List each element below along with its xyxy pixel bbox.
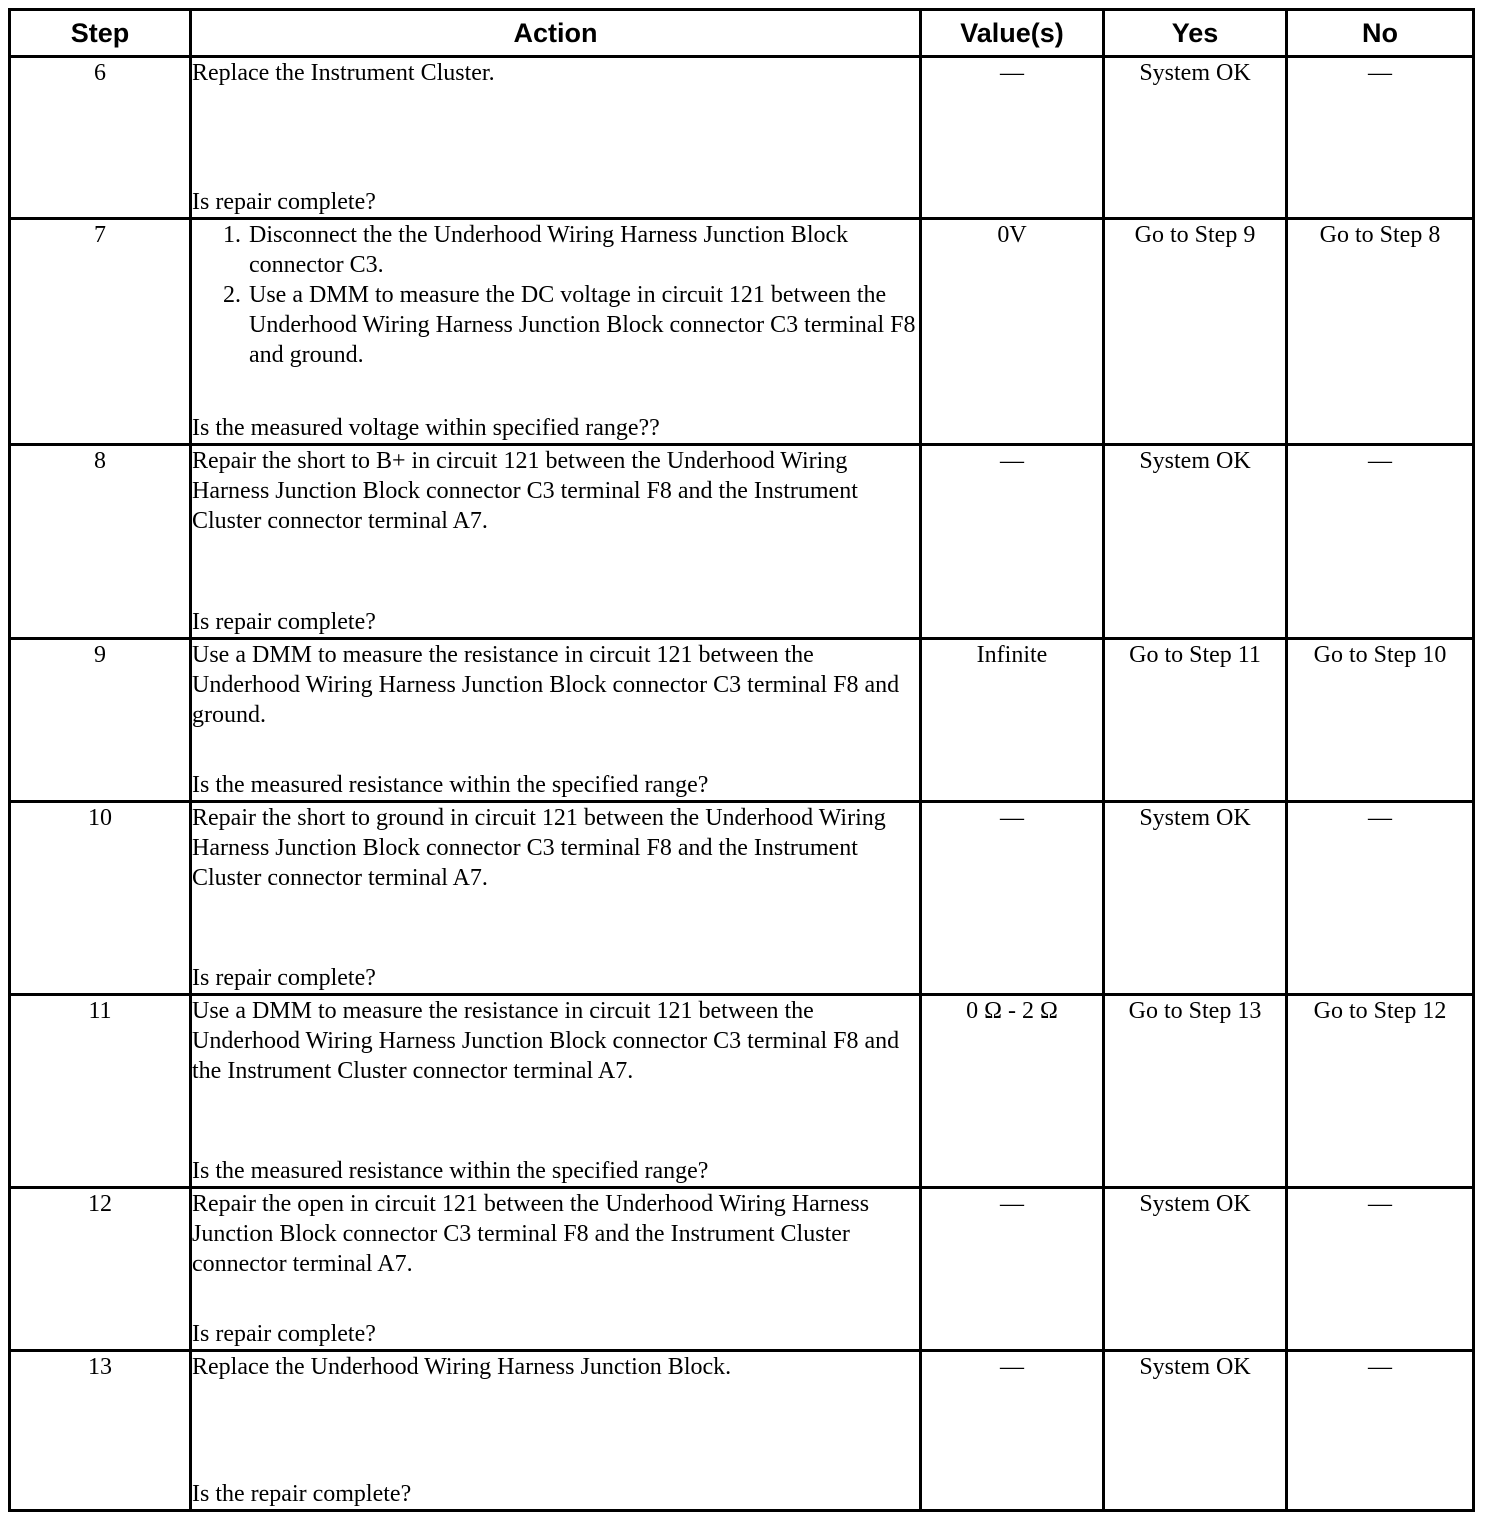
header-row (10, 10, 1474, 57)
action-question: Is the measured voltage within specified range?? (192, 415, 660, 441)
column-header-no: No (1287, 10, 1474, 57)
value-cell: — (921, 57, 1104, 219)
action-cell (191, 802, 921, 995)
action-text: Replace the Underhood Wiring Harness Junction Block. (192, 1354, 732, 1380)
no-cell: — (1287, 1188, 1474, 1351)
no-cell: — (1287, 57, 1474, 219)
action-question: Is repair complete? (192, 1321, 376, 1347)
column-header-yes: Yes (1104, 10, 1287, 57)
action-question: Is repair complete? (192, 189, 376, 215)
yes-cell: Go to Step 13 (1104, 995, 1287, 1188)
column-header-action: Action (191, 10, 921, 57)
action-step-list (192, 220, 919, 370)
action-text: Replace the Instrument Cluster. (192, 60, 495, 86)
action-cell (191, 57, 921, 219)
action-text: Repair the open in circuit 121 between the Underhood Wiring Harness Junction Block connector C3 terminal F8 and the Instrument Cluster connector terminal A7. (192, 1191, 870, 1277)
action-question: Is repair complete? (192, 609, 376, 635)
value-cell: — (921, 445, 1104, 639)
value-cell: 0V (921, 219, 1104, 445)
table-row (10, 1188, 1474, 1351)
action-text: Use a DMM to measure the resistance in circuit 121 between the Underhood Wiring Harness Junction Block connector C3 terminal F8 and ground. (192, 642, 900, 728)
step-number: 13 (10, 1351, 191, 1511)
table-row (10, 445, 1474, 639)
table-row (10, 639, 1474, 802)
table-row (10, 995, 1474, 1188)
action-cell (191, 1188, 921, 1351)
yes-cell: System OK (1104, 802, 1287, 995)
action-cell (191, 995, 921, 1188)
yes-cell: System OK (1104, 1188, 1287, 1351)
action-question: Is the measured resistance within the specified range? (192, 772, 709, 798)
action-cell (191, 639, 921, 802)
no-cell: Go to Step 8 (1287, 219, 1474, 445)
no-cell: Go to Step 10 (1287, 639, 1474, 802)
yes-cell: Go to Step 11 (1104, 639, 1287, 802)
step-number: 9 (10, 639, 191, 802)
step-number: 11 (10, 995, 191, 1188)
step-number: 12 (10, 1188, 191, 1351)
action-step-item: 2. Use a DMM to measure the DC voltage in circuit 121 between the Underhood Wiring Harness Junction Block connector C3 terminal F8 and ground. (247, 280, 919, 370)
table-row (10, 1351, 1474, 1511)
table-row (10, 802, 1474, 995)
value-cell: — (921, 802, 1104, 995)
diagnostic-table (8, 8, 1475, 1512)
step-number: 7 (10, 219, 191, 445)
action-question: Is repair complete? (192, 965, 376, 991)
no-cell: — (1287, 802, 1474, 995)
table-row (10, 219, 1474, 445)
value-cell: — (921, 1351, 1104, 1511)
action-question: Is the repair complete? (192, 1481, 412, 1507)
value-cell: Infinite (921, 639, 1104, 802)
action-cell (191, 1351, 921, 1511)
value-cell: — (921, 1188, 1104, 1351)
yes-cell: System OK (1104, 57, 1287, 219)
table-row (10, 57, 1474, 219)
value-cell: 0 Ω - 2 Ω (921, 995, 1104, 1188)
no-cell: — (1287, 1351, 1474, 1511)
step-number: 6 (10, 57, 191, 219)
action-text: Use a DMM to measure the resistance in circuit 121 between the Underhood Wiring Harness Junction Block connector C3 terminal F8 and the Instrument Cluster connector terminal A7. (192, 998, 900, 1084)
action-step-item: 1. Disconnect the the Underhood Wiring Harness Junction Block connector C3. (247, 220, 919, 280)
yes-cell: Go to Step 9 (1104, 219, 1287, 445)
action-text: Repair the short to B+ in circuit 121 between the Underhood Wiring Harness Junction Block connector C3 terminal F8 and the Instrument Cluster connector terminal A7. (192, 448, 858, 534)
step-number: 8 (10, 445, 191, 639)
action-cell (191, 445, 921, 639)
column-header-values: Value(s) (921, 10, 1104, 57)
no-cell: — (1287, 445, 1474, 639)
yes-cell: System OK (1104, 1351, 1287, 1511)
action-cell (191, 219, 921, 445)
action-question: Is the measured resistance within the specified range? (192, 1158, 709, 1184)
action-text: Repair the short to ground in circuit 121 between the Underhood Wiring Harness Junction Block connector C3 terminal F8 and the Instrument Cluster connector terminal A7. (192, 805, 886, 891)
no-cell: Go to Step 12 (1287, 995, 1474, 1188)
yes-cell: System OK (1104, 445, 1287, 639)
column-header-step: Step (10, 10, 191, 57)
step-number: 10 (10, 802, 191, 995)
